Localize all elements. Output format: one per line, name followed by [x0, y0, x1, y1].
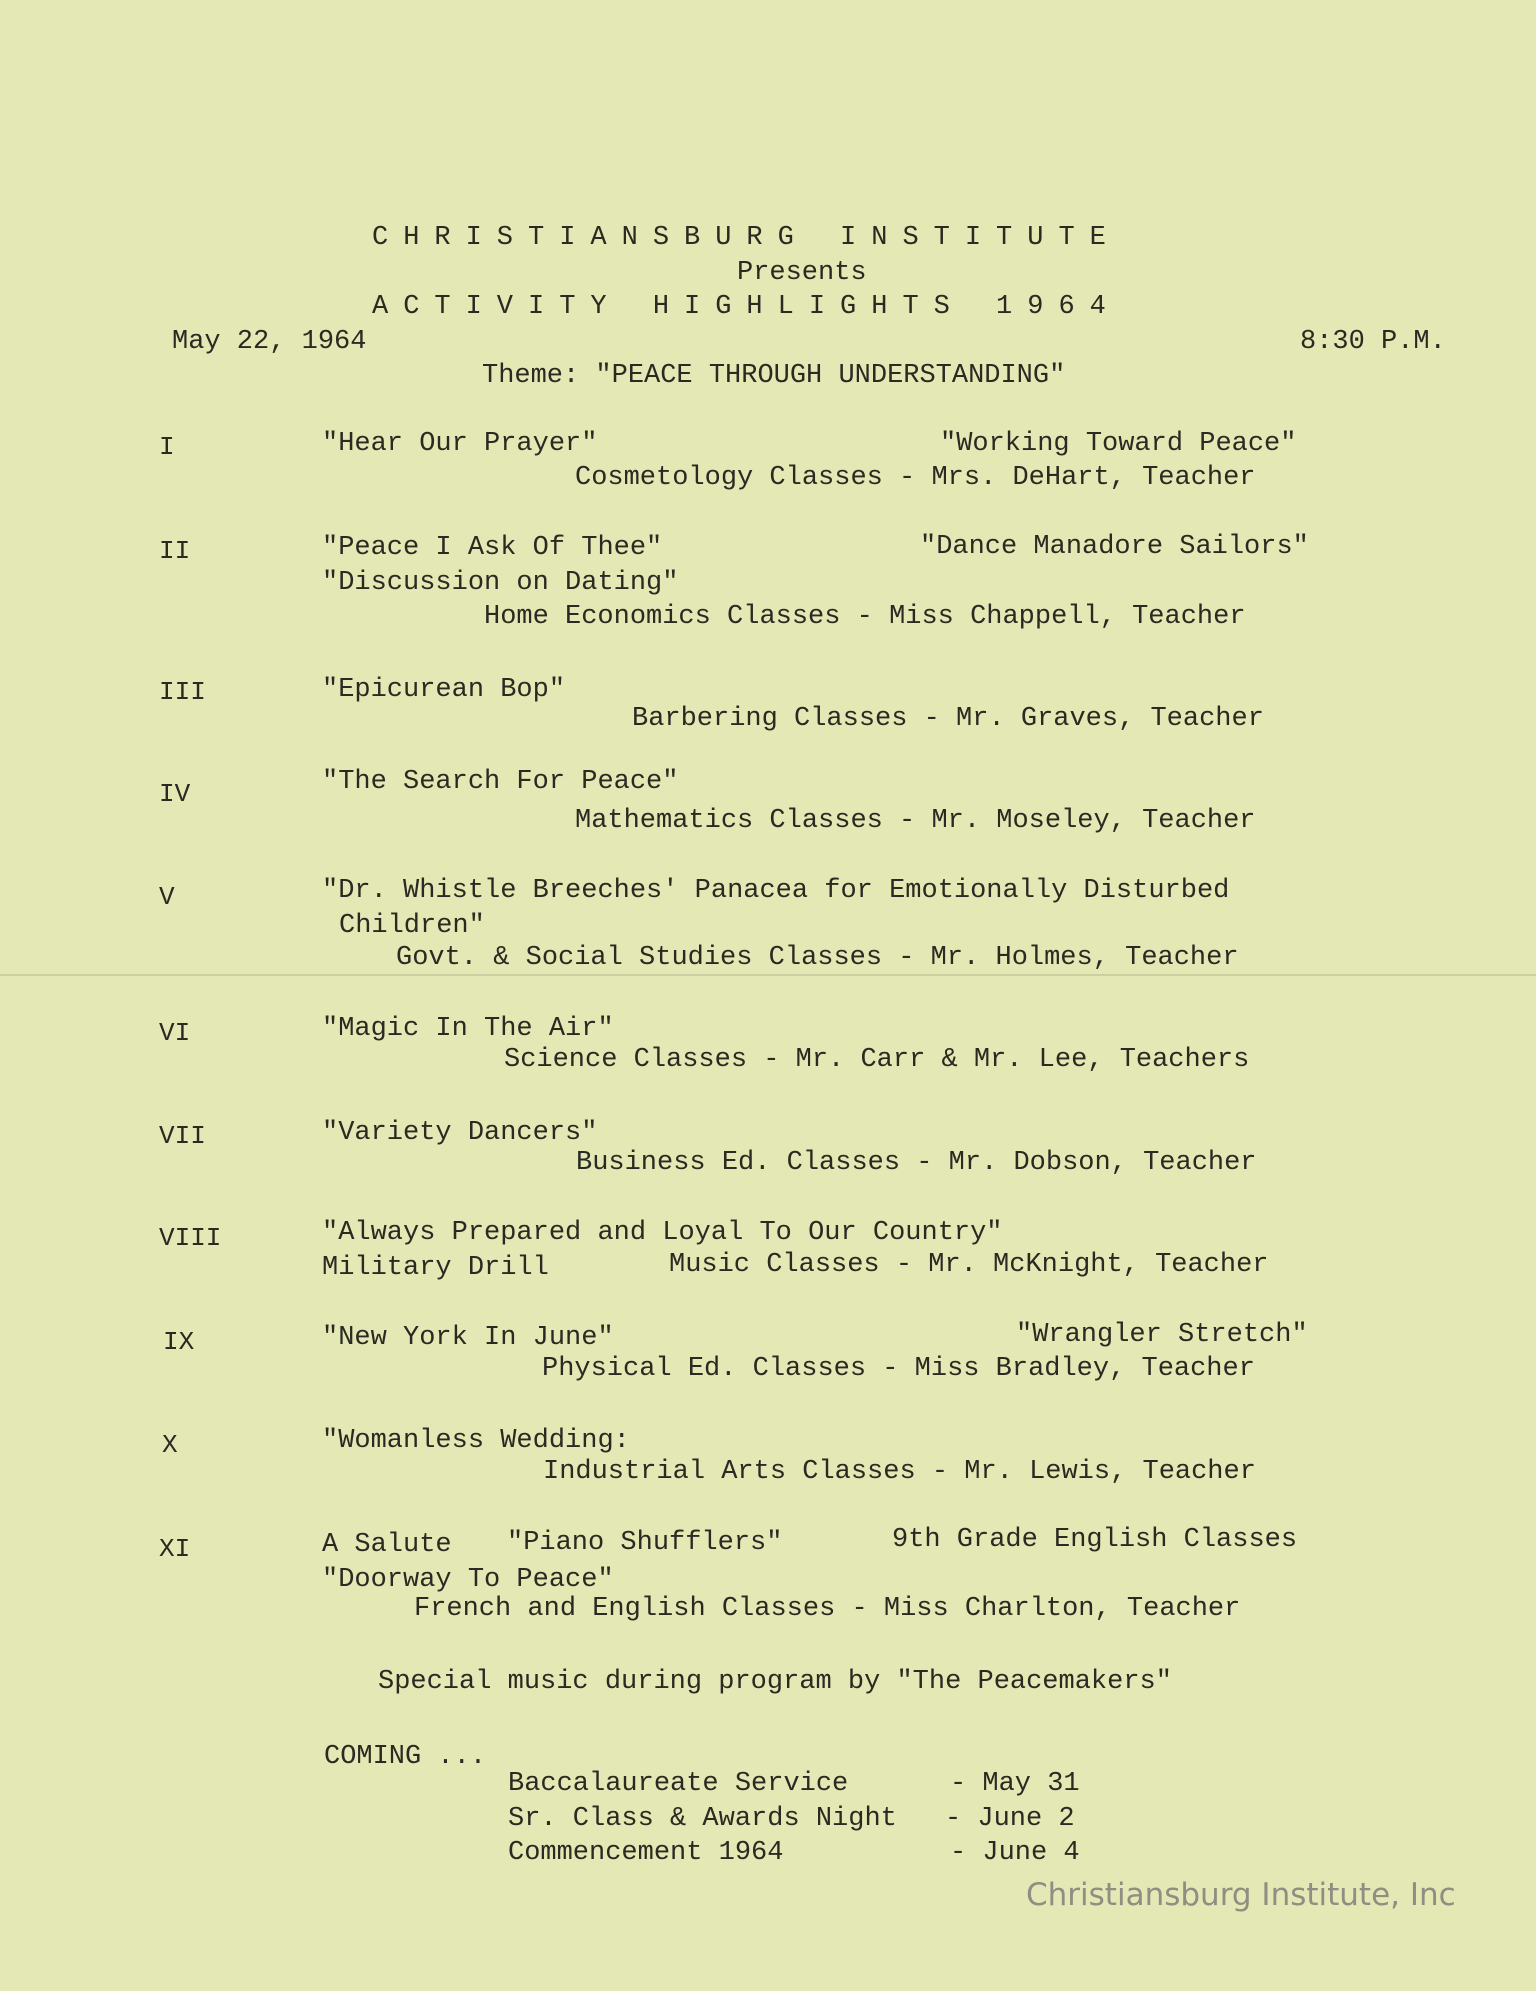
coming-event-date: - June 2	[945, 1804, 1075, 1834]
item-credit: Home Economics Classes - Miss Chappell, Teacher	[484, 602, 1246, 632]
item-credit: Science Classes - Mr. Carr & Mr. Lee, Teachers	[504, 1045, 1250, 1075]
item-credit: Govt. & Social Studies Classes - Mr. Holmes, Teacher	[396, 943, 1239, 973]
watermark-text: Christiansburg Institute, Inc	[1026, 1877, 1456, 1913]
item-title: "Hear Our Prayer"	[322, 429, 598, 459]
item-title: "New York In June"	[322, 1323, 614, 1353]
program-time: 8:30 P.M.	[1300, 327, 1446, 357]
item-credit: Barbering Classes - Mr. Graves, Teacher	[632, 704, 1264, 734]
item-title: "The Search For Peace"	[322, 767, 679, 797]
item-title: A Salute	[322, 1530, 452, 1560]
item-credit: Business Ed. Classes - Mr. Dobson, Teacher	[576, 1148, 1257, 1178]
item-credit: Physical Ed. Classes - Miss Bradley, Teacher	[542, 1354, 1255, 1384]
item-numeral: VII	[159, 1121, 206, 1151]
item-title: "Wrangler Stretch"	[1016, 1320, 1308, 1350]
item-title: "Working Toward Peace"	[940, 429, 1297, 459]
coming-event-name: Commencement 1964	[508, 1838, 784, 1868]
program-title: ACTIVITY HIGHLIGHTS 1964	[372, 292, 1121, 322]
item-numeral: II	[159, 536, 191, 566]
item-title: "Doorway To Peace"	[322, 1565, 614, 1595]
item-numeral: IV	[159, 779, 191, 809]
program-theme: Theme: "PEACE THROUGH UNDERSTANDING"	[482, 361, 1066, 391]
item-title: "Always Prepared and Loyal To Our Country"	[322, 1218, 1003, 1248]
item-title: "Dr. Whistle Breeches' Panacea for Emotionally Disturbed	[322, 876, 1230, 906]
item-credit: Mathematics Classes - Mr. Moseley, Teacher	[575, 806, 1256, 836]
item-numeral: V	[159, 882, 175, 912]
institution-title: CHRISTIANSBURG INSTITUTE	[372, 223, 1121, 253]
coming-heading: COMING ...	[324, 1742, 487, 1772]
item-title: "Dance Manadore Sailors"	[920, 532, 1309, 562]
presents-line: Presents	[737, 258, 867, 288]
item-numeral: VI	[159, 1018, 191, 1048]
item-title: "Piano Shufflers"	[507, 1528, 783, 1558]
item-title: "Peace I Ask Of Thee"	[322, 533, 663, 563]
program-date: May 22, 1964	[172, 327, 367, 357]
item-credit: Industrial Arts Classes - Mr. Lewis, Teacher	[543, 1457, 1256, 1487]
item-numeral: VIII	[159, 1223, 222, 1253]
item-title: "Magic In The Air"	[322, 1014, 614, 1044]
item-credit: Cosmetology Classes - Mrs. DeHart, Teacher	[575, 463, 1256, 493]
coming-event-date: - June 4	[950, 1838, 1080, 1868]
item-title: "Variety Dancers"	[322, 1118, 598, 1148]
item-numeral: X	[162, 1430, 178, 1460]
item-numeral: III	[159, 677, 206, 707]
item-title: Military Drill	[322, 1253, 549, 1283]
item-numeral: XI	[159, 1534, 191, 1564]
item-numeral: IX	[163, 1327, 195, 1357]
item-credit: Music Classes - Mr. McKnight, Teacher	[669, 1250, 1269, 1280]
coming-event-date: - May 31	[950, 1769, 1080, 1799]
item-title: "Womanless Wedding:	[322, 1426, 630, 1456]
item-numeral: I	[159, 432, 175, 462]
item-credit: 9th Grade English Classes	[892, 1525, 1298, 1555]
item-title: "Epicurean Bop"	[322, 675, 566, 705]
coming-event-name: Baccalaureate Service	[508, 1769, 849, 1799]
item-title: Children"	[339, 911, 485, 941]
item-title: "Discussion on Dating"	[322, 568, 679, 598]
item-credit: French and English Classes - Miss Charlton, Teacher	[414, 1594, 1241, 1624]
special-music-note: Special music during program by "The Peacemakers"	[378, 1667, 1172, 1697]
coming-event-name: Sr. Class & Awards Night	[508, 1804, 897, 1834]
